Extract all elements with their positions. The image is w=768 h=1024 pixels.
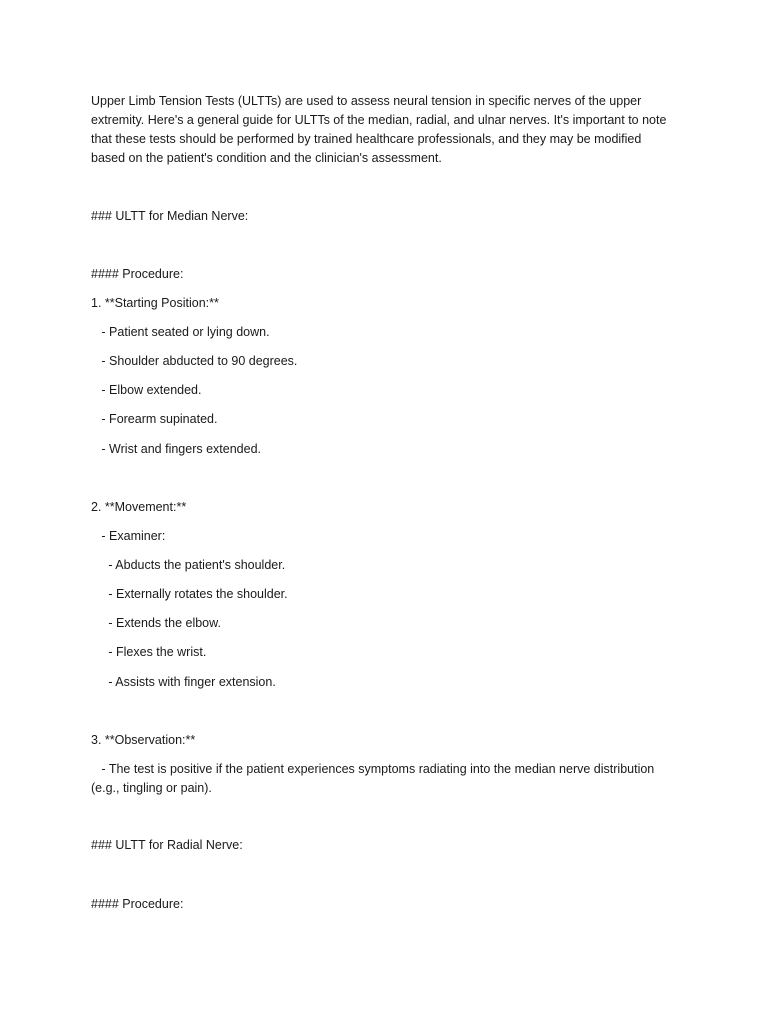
step-item: - Wrist and fingers extended. <box>91 442 261 456</box>
section-heading-radial: ### ULTT for Radial Nerve: <box>91 838 243 852</box>
intro-line: based on the patient's condition and the clinician's assessment. <box>91 151 442 165</box>
step-item: - Shoulder abducted to 90 degrees. <box>91 354 298 368</box>
step-item: - Assists with finger extension. <box>91 675 276 689</box>
step-subheading: - Examiner: <box>91 529 166 543</box>
procedure-heading: #### Procedure: <box>91 897 184 911</box>
step-item: - Externally rotates the shoulder. <box>91 587 288 601</box>
step-title: 1. **Starting Position:** <box>91 296 219 310</box>
step-item: - Extends the elbow. <box>91 616 221 630</box>
step-item: - Flexes the wrist. <box>91 645 207 659</box>
intro-line: Upper Limb Tension Tests (ULTTs) are used to assess neural tension in specific nerves of the upper <box>91 94 642 108</box>
step-item: - Abducts the patient's shoulder. <box>91 558 286 572</box>
intro-line: that these tests should be performed by trained healthcare professionals, and they may be modified <box>91 132 642 146</box>
step-item-continuation: (e.g., tingling or pain). <box>91 781 212 795</box>
step-item: - Patient seated or lying down. <box>91 325 270 339</box>
step-title: 2. **Movement:** <box>91 500 187 514</box>
step-item: - The test is positive if the patient experiences symptoms radiating into the median nerve distribution <box>91 762 655 776</box>
section-heading-median: ### ULTT for Median Nerve: <box>91 209 249 223</box>
step-title: 3. **Observation:** <box>91 733 196 747</box>
step-item: - Forearm supinated. <box>91 412 218 426</box>
step-item: - Elbow extended. <box>91 383 202 397</box>
intro-line: extremity. Here's a general guide for ULTTs of the median, radial, and ulnar nerves. It's important to note <box>91 113 667 127</box>
procedure-heading: #### Procedure: <box>91 267 184 281</box>
